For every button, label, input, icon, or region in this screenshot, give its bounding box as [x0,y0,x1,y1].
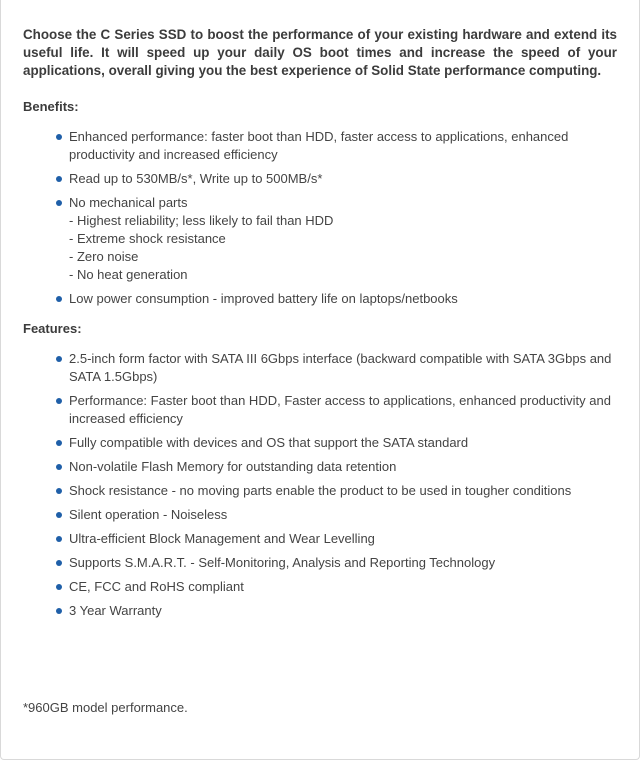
feature-text: Non-volatile Flash Memory for outstanding data retention [69,459,397,474]
features-list [23,350,617,620]
benefits-list [23,128,617,308]
benefit-text: Low power consumption - improved battery life on laptops/netbooks [69,291,458,306]
benefit-text: Read up to 530MB/s*, Write up to 500MB/s* [69,171,323,186]
feature-text: 2.5-inch form factor with SATA III 6Gbps interface (backward compatible with SATA 3Gbps and SATA 1.5Gbps) [69,351,612,384]
benefit-subitem: - Highest reliability; less likely to fail than HDD [69,213,334,228]
benefit-subitem: - No heat generation [69,267,188,282]
bullet-icon [56,560,62,566]
list-item [69,458,617,476]
feature-text: Shock resistance - no moving parts enable the product to be used in tougher conditions [69,483,572,498]
bullet-icon [56,134,62,140]
footnote: *960GB model performance. [23,700,188,715]
feature-text: CE, FCC and RoHS compliant [69,579,244,594]
list-item [69,290,617,308]
feature-text: Supports S.M.A.R.T. - Self-Monitoring, Analysis and Reporting Technology [69,555,496,570]
benefit-text: Enhanced performance: faster boot than HDD, faster access to applications, enhanced productivity and increased efficiency [69,129,569,162]
description-content [23,26,617,626]
bullet-icon [56,488,62,494]
bullet-icon [56,464,62,470]
list-item [69,350,617,386]
list-item [69,602,617,620]
bullet-icon [56,200,62,206]
feature-text: Ultra-efficient Block Management and Wear Levelling [69,531,375,546]
list-item [69,170,617,188]
list-item [69,392,617,428]
bullet-icon [56,584,62,590]
feature-text: Fully compatible with devices and OS that support the SATA standard [69,435,469,450]
bullet-icon [56,296,62,302]
benefit-subitem: - Zero noise [69,249,139,264]
benefits-heading: Benefits: [23,99,79,114]
list-item [69,482,617,500]
bullet-icon [56,356,62,362]
list-item [69,554,617,572]
bullet-icon [56,536,62,542]
features-heading: Features: [23,321,82,336]
benefit-text: No mechanical parts [69,195,188,210]
list-item [69,434,617,452]
feature-text: 3 Year Warranty [69,603,162,618]
bullet-icon [56,440,62,446]
bullet-icon [56,176,62,182]
list-item [69,194,617,284]
bullet-icon [56,608,62,614]
feature-text: Performance: Faster boot than HDD, Faster access to applications, enhanced productivity and increased efficiency [69,393,611,426]
bullet-icon [56,398,62,404]
list-item [69,506,617,524]
list-item [69,530,617,548]
list-item [69,578,617,596]
bullet-icon [56,512,62,518]
benefit-subitem: - Extreme shock resistance [69,231,226,246]
list-item [69,128,617,164]
feature-text: Silent operation - Noiseless [69,507,228,522]
intro-paragraph: Choose the C Series SSD to boost the performance of your existing hardware and extend its useful life. It will speed up your daily OS boot times and increase the speed of your applications, overall giving you the best experience of Solid State performance computing. [23,27,617,78]
